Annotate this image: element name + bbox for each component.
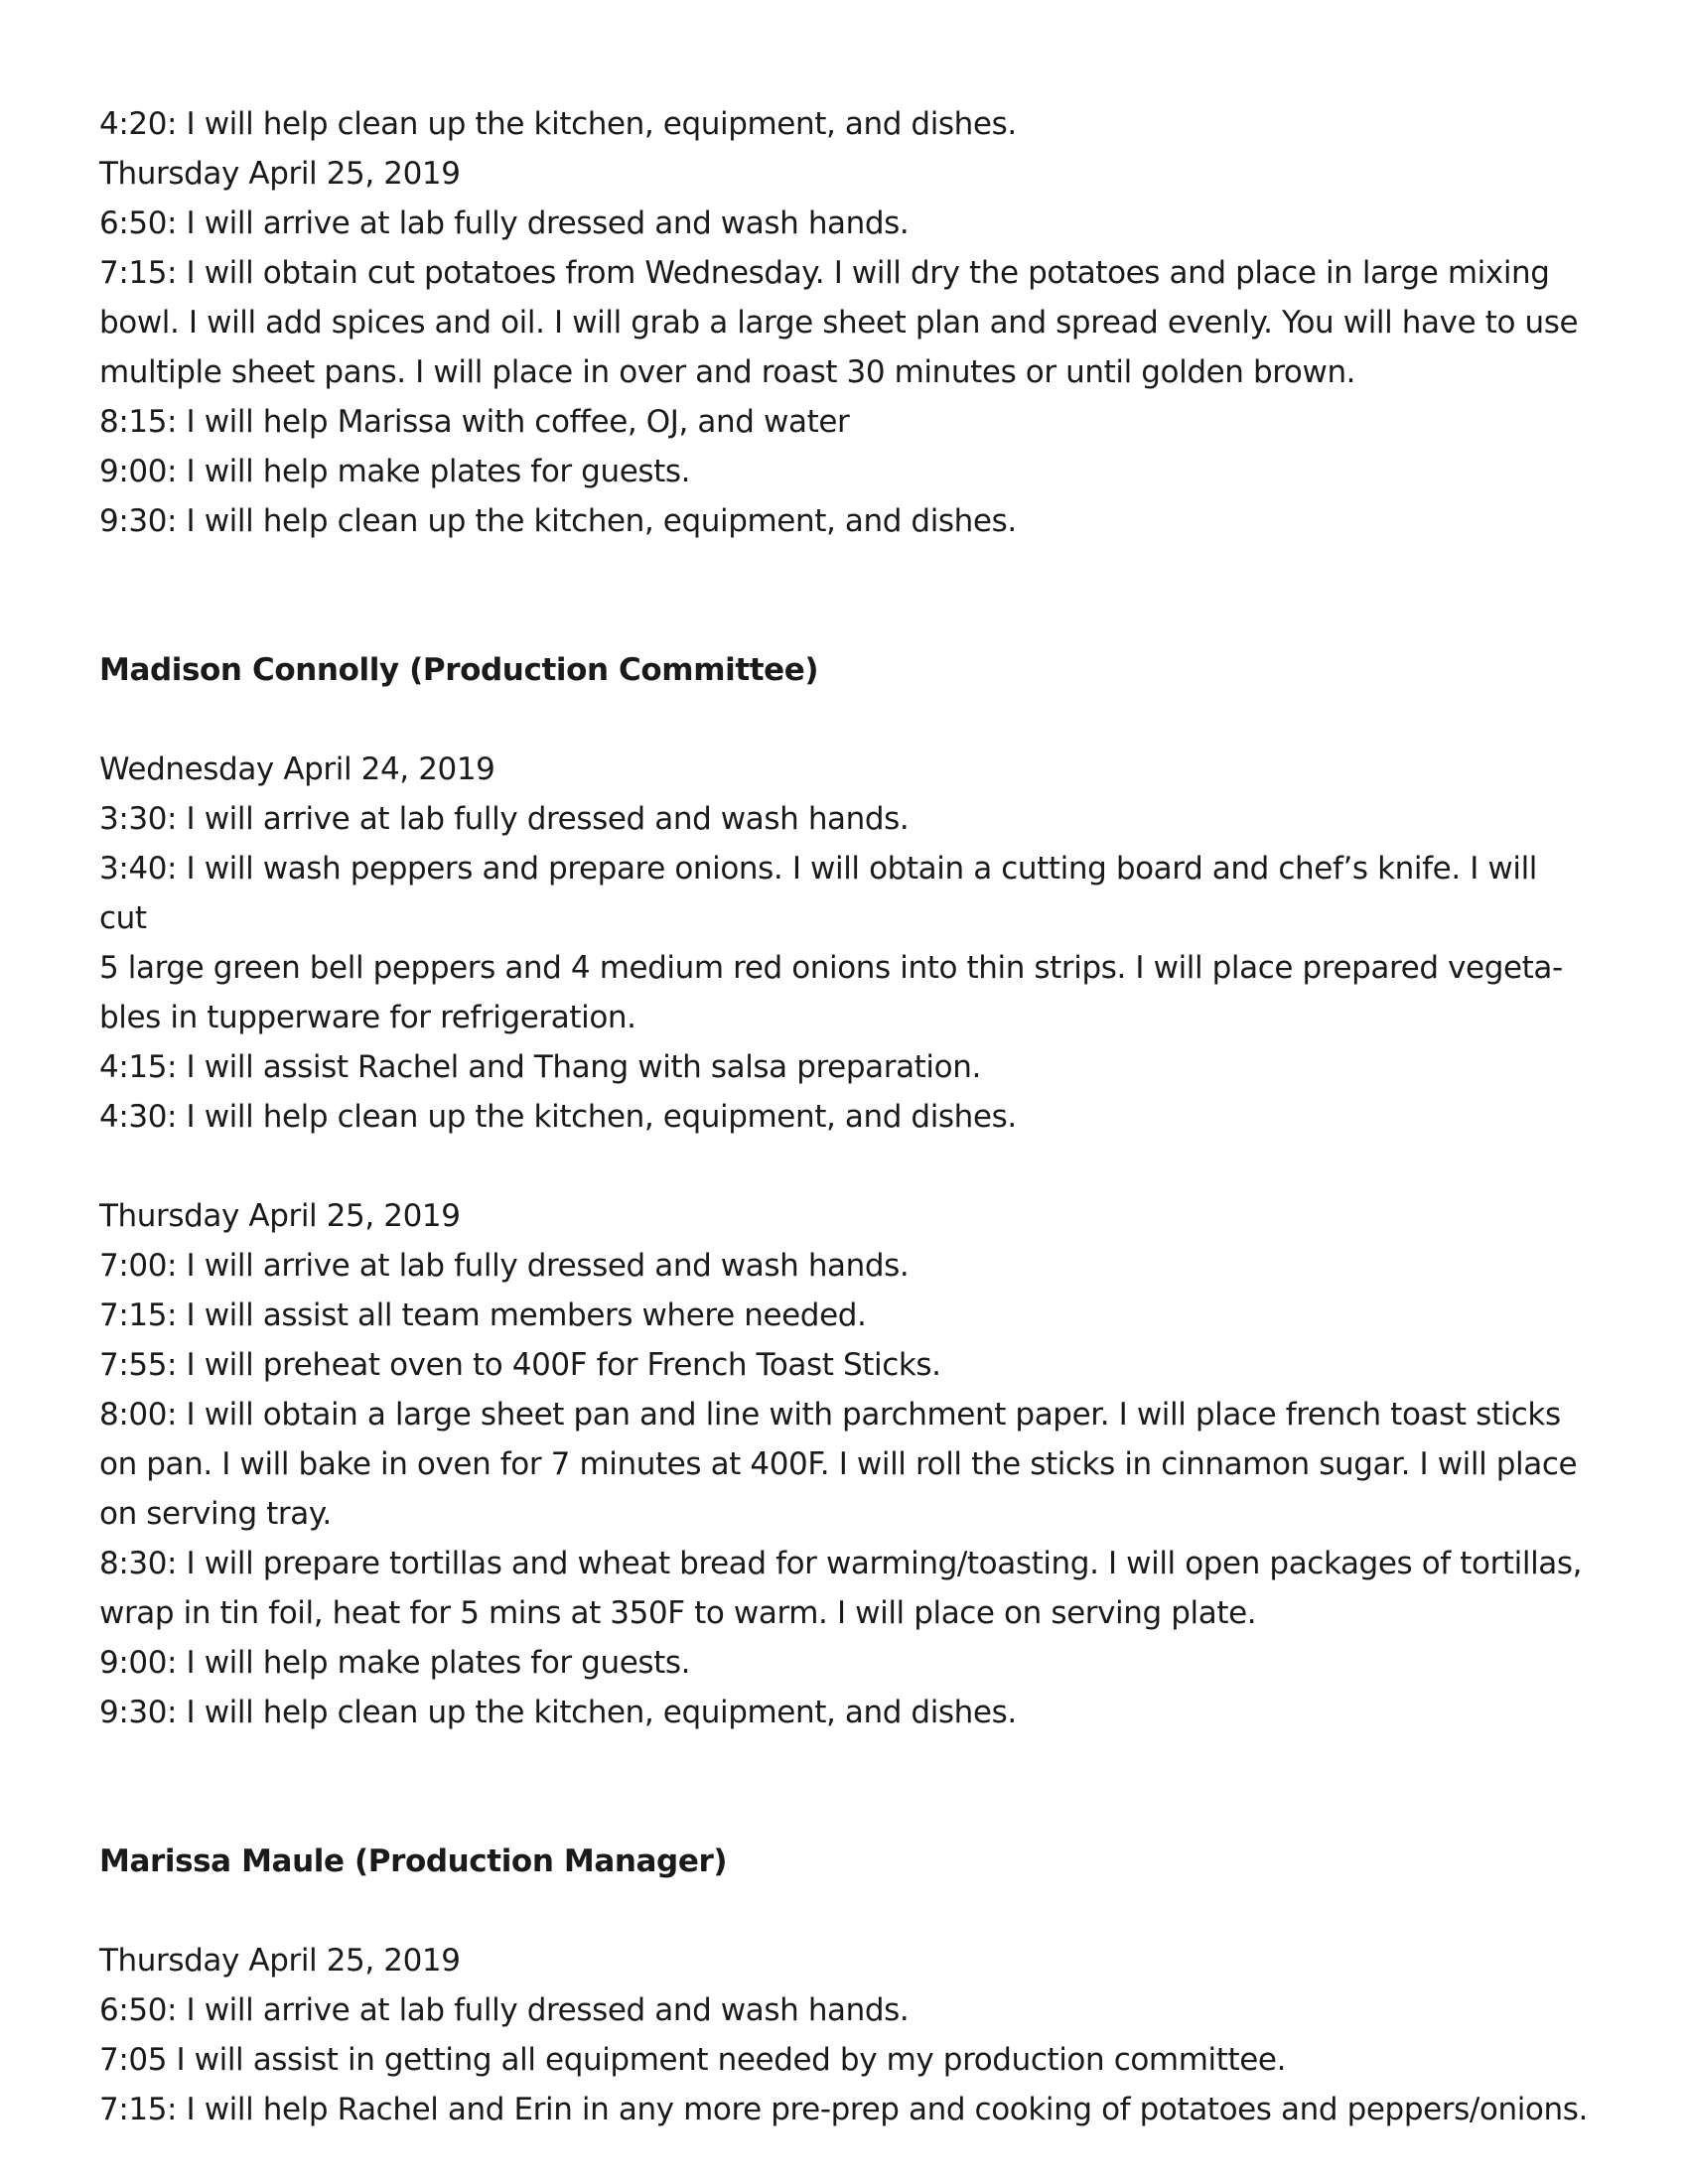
date-line: Wednesday April 24, 2019: [99, 751, 495, 787]
schedule-line: 7:55: I will preheat oven to 400F for French Toast Sticks.: [99, 1347, 941, 1383]
schedule-line: bles in tupperware for refrigeration.: [99, 1000, 636, 1035]
schedule-line: 7:15: I will obtain cut potatoes from Wednesday. I will dry the potatoes and place in large mixing: [99, 255, 1550, 291]
madison-section: [99, 645, 1589, 1737]
schedule-line: 6:50: I will arrive at lab fully dressed and wash hands.: [99, 1992, 910, 2028]
intro-schedule-block: [99, 99, 1589, 546]
schedule-line: bowl. I will add spices and oil. I will grab a large sheet plan and spread evenly. You will have to use: [99, 305, 1579, 341]
schedule-line: 8:30: I will prepare tortillas and wheat bread for warming/toasting. I will open packages of tortillas,: [99, 1546, 1583, 1581]
schedule-line: 8:00: I will obtain a large sheet pan and line with parchment paper. I will place french toast sticks: [99, 1397, 1561, 1433]
schedule-line: 3:30: I will arrive at lab fully dressed and wash hands.: [99, 801, 910, 837]
document-page: [99, 99, 1589, 2134]
schedule-line: 9:30: I will help clean up the kitchen, equipment, and dishes.: [99, 503, 1017, 539]
schedule-line: 8:15: I will help Marissa with coffee, OJ, and water: [99, 404, 850, 440]
section-heading: Marissa Maule (Production Manager): [99, 1843, 728, 1879]
schedule-line: wrap in tin foil, heat for 5 mins at 350F to warm. I will place on serving plate.: [99, 1595, 1257, 1631]
schedule-line: 7:05 I will assist in getting all equipment needed by my production committee.: [99, 2042, 1287, 2078]
schedule-line: 9:30: I will help clean up the kitchen, equipment, and dishes.: [99, 1695, 1017, 1730]
schedule-line: 4:30: I will help clean up the kitchen, equipment, and dishes.: [99, 1099, 1017, 1135]
section-heading: Madison Connolly (Production Committee): [99, 652, 819, 688]
schedule-line: 4:15: I will assist Rachel and Thang with salsa preparation.: [99, 1049, 981, 1085]
schedule-line: 7:15: I will assist all team members where needed.: [99, 1297, 867, 1333]
spacer: [99, 1737, 1589, 1837]
schedule-line: 5 large green bell peppers and 4 medium red onions into thin strips. I will place prepared vegeta-: [99, 950, 1563, 986]
schedule-line: 9:00: I will help make plates for guests.: [99, 454, 691, 489]
schedule-line: 4:20: I will help clean up the kitchen, equipment, and dishes.: [99, 106, 1017, 142]
date-line: Thursday April 25, 2019: [99, 1198, 461, 1234]
schedule-line: multiple sheet pans. I will place in over and roast 30 minutes or until golden brown.: [99, 354, 1356, 390]
spacer: [99, 695, 1589, 745]
schedule-line: 7:00: I will arrive at lab fully dressed and wash hands.: [99, 1248, 910, 1284]
date-line: Thursday April 25, 2019: [99, 156, 461, 192]
schedule-line: 6:50: I will arrive at lab fully dressed and wash hands.: [99, 205, 910, 241]
date-line: Thursday April 25, 2019: [99, 1943, 461, 1979]
madison-wednesday-block: [99, 745, 1589, 1142]
schedule-line: 3:40: I will wash peppers and prepare onions. I will obtain a cutting board and chef’s knife. I will cut: [99, 851, 1538, 936]
schedule-line: on serving tray.: [99, 1496, 332, 1532]
spacer: [99, 546, 1589, 645]
schedule-line: 7:15: I will help Rachel and Erin in any more pre-prep and cooking of potatoes and peppers/onions.: [99, 2092, 1588, 2127]
schedule-line: on pan. I will bake in oven for 7 minutes at 400F. I will roll the sticks in cinnamon sugar. I will place: [99, 1446, 1578, 1482]
spacer: [99, 1142, 1589, 1191]
schedule-line: 9:00: I will help make plates for guests.: [99, 1645, 691, 1681]
marissa-thursday-block: [99, 1936, 1589, 2134]
madison-thursday-block: [99, 1191, 1589, 1737]
spacer: [99, 1886, 1589, 1936]
marissa-section: [99, 1837, 1589, 2134]
